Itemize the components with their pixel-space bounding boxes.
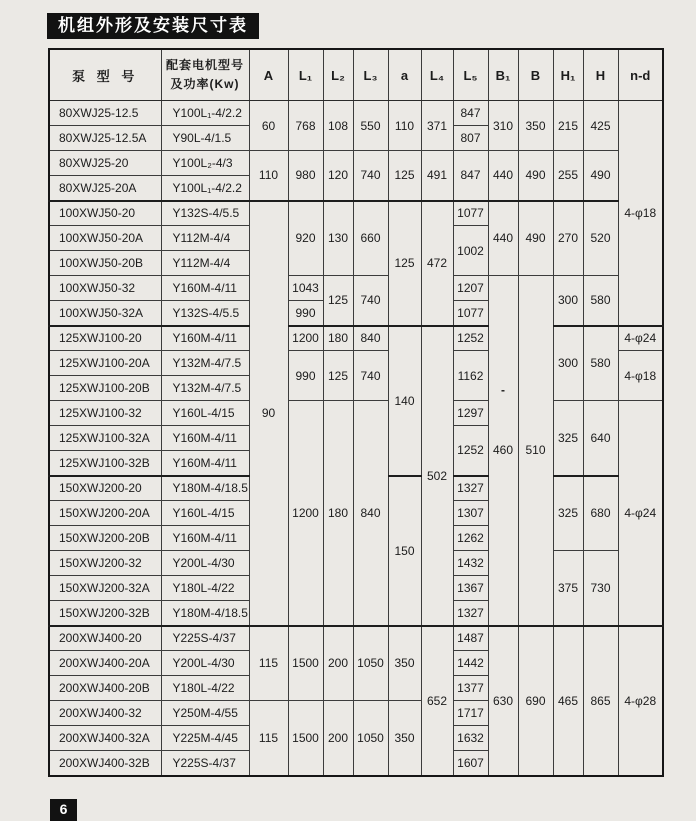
cell-model: 80XWJ25-12.5 bbox=[49, 101, 161, 126]
cell-motor: Y160M-4/11 bbox=[161, 451, 249, 476]
col-header-motor-line2: 及功率(Kw) bbox=[170, 77, 240, 91]
cell-model: 100XWJ50-20B bbox=[49, 251, 161, 276]
cell-L3: 740 bbox=[353, 351, 388, 401]
cell-model: 80XWJ25-12.5A bbox=[49, 126, 161, 151]
cell-L1: 990 bbox=[288, 301, 323, 326]
cell-model: 100XWJ50-32 bbox=[49, 276, 161, 301]
col-header-nd: n-d bbox=[618, 49, 663, 101]
cell-L3: 740 bbox=[353, 276, 388, 326]
col-header-A: A bbox=[249, 49, 288, 101]
cell-motor: Y90L-4/1.5 bbox=[161, 126, 249, 151]
cell-model: 200XWJ400-32B bbox=[49, 751, 161, 776]
cell-L1: 1500 bbox=[288, 626, 323, 701]
col-header-B1: B₁ bbox=[488, 49, 518, 101]
cell-H1: 300 bbox=[553, 326, 583, 401]
cell-L1: 1200 bbox=[288, 401, 323, 626]
cell-model: 80XWJ25-20A bbox=[49, 176, 161, 201]
cell-L5: 1442 bbox=[453, 651, 488, 676]
cell-B: 490 bbox=[518, 201, 553, 276]
cell-L5: 1252 bbox=[453, 326, 488, 351]
cell-value: 460 bbox=[492, 443, 514, 458]
cell-A: 110 bbox=[249, 151, 288, 201]
cell-model: 125XWJ100-20B bbox=[49, 376, 161, 401]
cell-L2: 180 bbox=[323, 401, 353, 626]
cell-a: 125 bbox=[388, 151, 421, 201]
cell-L5: 1262 bbox=[453, 526, 488, 551]
cell-motor: Y100L₁-4/2.2 bbox=[161, 101, 249, 126]
cell-model: 150XWJ200-32B bbox=[49, 601, 161, 626]
cell-B1 bbox=[488, 276, 518, 626]
cell-motor: Y132S-4/5.5 bbox=[161, 301, 249, 326]
cell-L5: 1367 bbox=[453, 576, 488, 601]
cell-motor: Y180M-4/18.5 bbox=[161, 476, 249, 501]
cell-motor: Y160M-4/11 bbox=[161, 326, 249, 351]
cell-L3: 840 bbox=[353, 401, 388, 626]
cell-L4: 371 bbox=[421, 101, 453, 151]
table-row bbox=[49, 101, 663, 126]
header-row bbox=[49, 49, 663, 101]
cell-motor: Y132M-4/7.5 bbox=[161, 376, 249, 401]
cell-L2: 200 bbox=[323, 626, 353, 701]
table-row bbox=[49, 276, 663, 301]
cell-B1: 440 bbox=[488, 201, 518, 276]
cell-B: 690 bbox=[518, 626, 553, 776]
cell-L2: 120 bbox=[323, 151, 353, 201]
cell-motor: Y160L-4/15 bbox=[161, 401, 249, 426]
col-header-L5: L₅ bbox=[453, 49, 488, 101]
cell-H: 580 bbox=[583, 276, 618, 326]
cell-H: 580 bbox=[583, 326, 618, 401]
cell-L2: 125 bbox=[323, 276, 353, 326]
cell-A: 60 bbox=[249, 101, 288, 151]
cell-H1: 325 bbox=[553, 401, 583, 476]
cell-L5: 1002 bbox=[453, 226, 488, 276]
cell-model: 80XWJ25-20 bbox=[49, 151, 161, 176]
cell-L1: 990 bbox=[288, 351, 323, 401]
cell-model: 200XWJ400-20A bbox=[49, 651, 161, 676]
cell-L3: 550 bbox=[353, 101, 388, 151]
cell-model: 125XWJ100-20A bbox=[49, 351, 161, 376]
cell-motor: Y112M-4/4 bbox=[161, 226, 249, 251]
cell-L3: 740 bbox=[353, 151, 388, 201]
cell-H1: 300 bbox=[553, 276, 583, 326]
cell-motor: Y160M-4/11 bbox=[161, 526, 249, 551]
cell-a: 350 bbox=[388, 701, 421, 776]
cell-L2: 108 bbox=[323, 101, 353, 151]
cell-motor: Y200L-4/30 bbox=[161, 651, 249, 676]
table-row bbox=[49, 401, 663, 426]
page-title: 机组外形及安装尺寸表 bbox=[47, 13, 259, 39]
cell-L3: 1050 bbox=[353, 626, 388, 701]
cell-H: 520 bbox=[583, 201, 618, 276]
cell-L4: 491 bbox=[421, 151, 453, 201]
cell-L3: 660 bbox=[353, 201, 388, 276]
cell-B: 510 bbox=[518, 276, 553, 626]
cell-model: 200XWJ400-32 bbox=[49, 701, 161, 726]
col-header-model: 泵 型 号 bbox=[49, 49, 161, 101]
cell-motor: Y112M-4/4 bbox=[161, 251, 249, 276]
no-value-dash: - bbox=[501, 383, 505, 398]
col-header-motor bbox=[161, 49, 249, 101]
cell-H1: 270 bbox=[553, 201, 583, 276]
cell-motor: Y225S-4/37 bbox=[161, 751, 249, 776]
cell-L3: 840 bbox=[353, 326, 388, 351]
cell-model: 125XWJ100-32A bbox=[49, 426, 161, 451]
cell-model: 200XWJ400-32A bbox=[49, 726, 161, 751]
table-row bbox=[49, 151, 663, 176]
cell-L1: 1043 bbox=[288, 276, 323, 301]
cell-L1: 768 bbox=[288, 101, 323, 151]
col-header-H1: H₁ bbox=[553, 49, 583, 101]
col-header-L3: L₃ bbox=[353, 49, 388, 101]
table-header bbox=[49, 49, 663, 101]
cell-model: 150XWJ200-32 bbox=[49, 551, 161, 576]
cell-L5: 1377 bbox=[453, 676, 488, 701]
cell-L1: 980 bbox=[288, 151, 323, 201]
table-row bbox=[49, 326, 663, 351]
cell-nd: 4-φ28 bbox=[618, 626, 663, 776]
cell-motor: Y180M-4/18.5 bbox=[161, 601, 249, 626]
cell-H1: 465 bbox=[553, 626, 583, 776]
cell-H: 490 bbox=[583, 151, 618, 201]
cell-model: 150XWJ200-20B bbox=[49, 526, 161, 551]
cell-L5: 1632 bbox=[453, 726, 488, 751]
cell-L5: 1077 bbox=[453, 301, 488, 326]
cell-nd: 4-φ18 bbox=[618, 101, 663, 326]
cell-model: 150XWJ200-32A bbox=[49, 576, 161, 601]
cell-L5: 1207 bbox=[453, 276, 488, 301]
cell-motor: Y132S-4/5.5 bbox=[161, 201, 249, 226]
cell-motor: Y100L₂-4/3 bbox=[161, 151, 249, 176]
cell-L1: 920 bbox=[288, 201, 323, 276]
cell-a: 350 bbox=[388, 626, 421, 701]
cell-nd: 4-φ24 bbox=[618, 401, 663, 626]
col-header-H: H bbox=[583, 49, 618, 101]
cell-L2: 180 bbox=[323, 326, 353, 351]
cell-B1: 310 bbox=[488, 101, 518, 151]
cell-L5: 1327 bbox=[453, 601, 488, 626]
cell-L5: 847 bbox=[453, 151, 488, 201]
cell-motor: Y180L-4/22 bbox=[161, 676, 249, 701]
cell-L4: 502 bbox=[421, 326, 453, 626]
cell-L5: 807 bbox=[453, 126, 488, 151]
cell-H1: 375 bbox=[553, 551, 583, 626]
cell-H1: 215 bbox=[553, 101, 583, 151]
table-row bbox=[49, 626, 663, 651]
cell-motor: Y132M-4/7.5 bbox=[161, 351, 249, 376]
col-header-L4: L₄ bbox=[421, 49, 453, 101]
cell-L2: 125 bbox=[323, 351, 353, 401]
cell-a: 110 bbox=[388, 101, 421, 151]
cell-L5: 1487 bbox=[453, 626, 488, 651]
cell-model: 125XWJ100-32B bbox=[49, 451, 161, 476]
cell-a: 150 bbox=[388, 476, 421, 626]
cell-L5: 847 bbox=[453, 101, 488, 126]
cell-L4: 652 bbox=[421, 626, 453, 776]
cell-L1: 1500 bbox=[288, 701, 323, 776]
cell-model: 100XWJ50-32A bbox=[49, 301, 161, 326]
cell-L5: 1077 bbox=[453, 201, 488, 226]
cell-B1: 630 bbox=[488, 626, 518, 776]
cell-model: 100XWJ50-20 bbox=[49, 201, 161, 226]
cell-motor: Y100L₁-4/2.2 bbox=[161, 176, 249, 201]
cell-motor: Y160M-4/11 bbox=[161, 276, 249, 301]
cell-nd: 4-φ18 bbox=[618, 351, 663, 401]
cell-H: 640 bbox=[583, 401, 618, 476]
cell-L1: 1200 bbox=[288, 326, 323, 351]
cell-model: 125XWJ100-20 bbox=[49, 326, 161, 351]
cell-A: 115 bbox=[249, 701, 288, 776]
cell-a: 125 bbox=[388, 201, 421, 326]
cell-H: 425 bbox=[583, 101, 618, 151]
cell-L5: 1607 bbox=[453, 751, 488, 776]
cell-L5: 1307 bbox=[453, 501, 488, 526]
cell-motor: Y250M-4/55 bbox=[161, 701, 249, 726]
dimensions-table bbox=[48, 48, 664, 777]
cell-model: 150XWJ200-20 bbox=[49, 476, 161, 501]
cell-H: 865 bbox=[583, 626, 618, 776]
cell-A: 115 bbox=[249, 626, 288, 701]
cell-A: 90 bbox=[249, 201, 288, 626]
cell-model: 200XWJ400-20B bbox=[49, 676, 161, 701]
cell-H: 680 bbox=[583, 476, 618, 551]
col-header-a: a bbox=[388, 49, 421, 101]
cell-model: 125XWJ100-32 bbox=[49, 401, 161, 426]
cell-L5: 1297 bbox=[453, 401, 488, 426]
cell-H1: 325 bbox=[553, 476, 583, 551]
cell-H: 730 bbox=[583, 551, 618, 626]
cell-motor: Y225S-4/37 bbox=[161, 626, 249, 651]
cell-L5: 1252 bbox=[453, 426, 488, 476]
cell-motor: Y180L-4/22 bbox=[161, 576, 249, 601]
cell-motor: Y225M-4/45 bbox=[161, 726, 249, 751]
cell-B: 490 bbox=[518, 151, 553, 201]
table-body bbox=[49, 101, 663, 776]
table-row bbox=[49, 201, 663, 226]
col-header-L1: L₁ bbox=[288, 49, 323, 101]
cell-B1: 440 bbox=[488, 151, 518, 201]
cell-a: 140 bbox=[388, 326, 421, 476]
col-header-B: B bbox=[518, 49, 553, 101]
cell-L2: 200 bbox=[323, 701, 353, 776]
cell-model: 100XWJ50-20A bbox=[49, 226, 161, 251]
cell-L5: 1327 bbox=[453, 476, 488, 501]
cell-motor: Y160M-4/11 bbox=[161, 426, 249, 451]
cell-L4: 472 bbox=[421, 201, 453, 326]
cell-L2: 130 bbox=[323, 201, 353, 276]
cell-L3: 1050 bbox=[353, 701, 388, 776]
cell-nd: 4-φ24 bbox=[618, 326, 663, 351]
cell-model: 150XWJ200-20A bbox=[49, 501, 161, 526]
page-number-badge: 6 bbox=[50, 799, 77, 821]
cell-model: 200XWJ400-20 bbox=[49, 626, 161, 651]
cell-L5: 1162 bbox=[453, 351, 488, 401]
col-header-motor-line1: 配套电机型号 bbox=[165, 57, 244, 72]
cell-L5: 1432 bbox=[453, 551, 488, 576]
cell-L5: 1717 bbox=[453, 701, 488, 726]
cell-motor: Y200L-4/30 bbox=[161, 551, 249, 576]
col-header-L2: L₂ bbox=[323, 49, 353, 101]
cell-H1: 255 bbox=[553, 151, 583, 201]
cell-B: 350 bbox=[518, 101, 553, 151]
cell-motor: Y160L-4/15 bbox=[161, 501, 249, 526]
